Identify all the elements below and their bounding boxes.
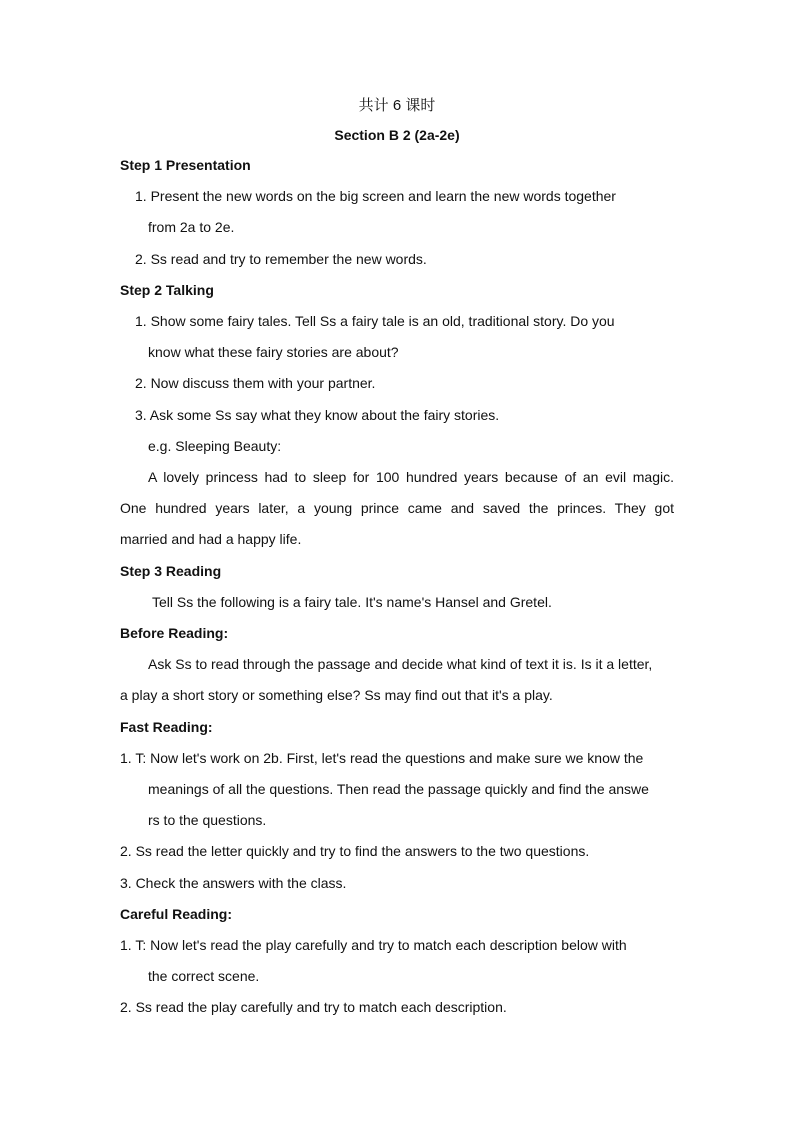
step3-intro: Tell Ss the following is a fairy tale. It's name's Hansel and Gretel.: [152, 594, 552, 610]
before-reading-line1: Ask Ss to read through the passage and decide what kind of text it is. Is it a letter,: [148, 656, 653, 672]
step2-item3: 3. Ask some Ss say what they know about the fairy stories.: [135, 407, 500, 423]
example-label: e.g. Sleeping Beauty:: [148, 438, 282, 454]
step2-item2: 2. Now discuss them with your partner.: [135, 375, 376, 391]
step1-title: Step 1 Presentation: [120, 157, 251, 173]
section-title: Section B 2 (2a-2e): [334, 127, 460, 143]
step2-item1-line1: 1. Show some fairy tales. Tell Ss a fairy tale is an old, traditional story. Do you: [135, 313, 615, 329]
fast-reading-item2: 2. Ss read the letter quickly and try to find the answers to the two questions.: [120, 843, 590, 859]
fast-reading-title: Fast Reading:: [120, 719, 213, 735]
example-paragraph-line3: married and had a happy life.: [120, 531, 302, 547]
step2-item1-line2: know what these fairy stories are about?: [148, 344, 399, 360]
fast-reading-item3: 3. Check the answers with the class.: [120, 875, 347, 891]
fast-reading-item1-line1: 1. T: Now let's work on 2b. First, let's read the questions and make sure we know the: [120, 750, 644, 766]
careful-reading-item2: 2. Ss read the play carefully and try to match each description.: [120, 999, 507, 1015]
example-paragraph-line2: One hundred years later, a young prince came and saved the princes. They got: [120, 500, 674, 516]
before-reading-line2: a play a short story or something else? Ss may find out that it's a play.: [120, 687, 553, 703]
step1-item1-line1: 1. Present the new words on the big screen and learn the new words together: [135, 188, 616, 204]
careful-reading-title: Careful Reading:: [120, 906, 233, 922]
fast-reading-item1-line2: meanings of all the questions. Then read the passage quickly and find the answe: [148, 781, 649, 797]
step1-item1-line2: from 2a to 2e.: [148, 219, 235, 235]
step2-title: Step 2 Talking: [120, 282, 214, 298]
careful-reading-item1-line2: the correct scene.: [148, 968, 260, 984]
fast-reading-item1-line3: rs to the questions.: [148, 812, 267, 828]
total-hours-heading: 共计 6 课时: [358, 97, 436, 114]
careful-reading-item1-line1: 1. T: Now let's read the play carefully and try to match each description below with: [120, 937, 627, 953]
before-reading-title: Before Reading:: [120, 625, 229, 641]
step1-item2: 2. Ss read and try to remember the new words.: [135, 251, 427, 267]
step3-title: Step 3 Reading: [120, 563, 222, 579]
example-paragraph-line1: A lovely princess had to sleep for 100 hundred years because of an evil magic.: [148, 469, 674, 485]
